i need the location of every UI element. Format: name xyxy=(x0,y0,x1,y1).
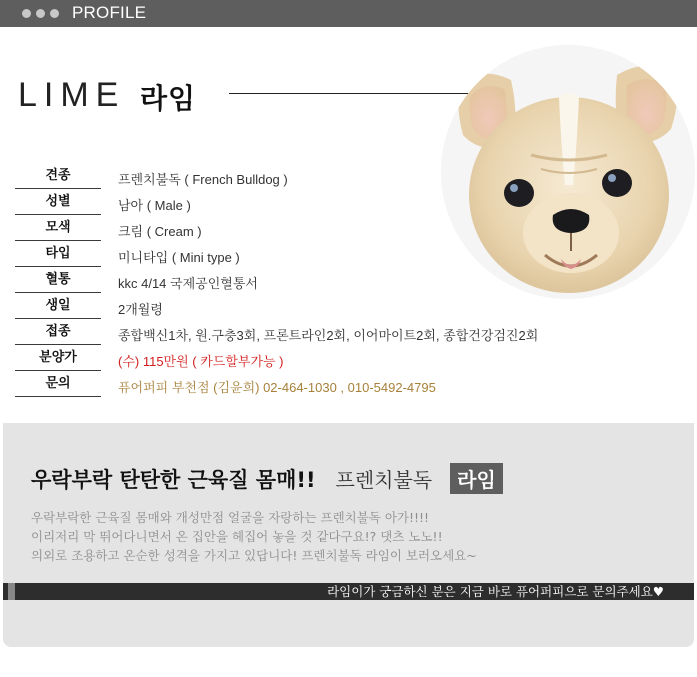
header-dots-icon xyxy=(22,9,59,18)
info-row-type xyxy=(15,242,555,268)
promo-name-badge: 라임 xyxy=(450,463,503,494)
price-value: (수) 115만원 ( 카드할부가능 ) xyxy=(118,354,284,369)
info-label: 혈통 xyxy=(15,268,101,293)
cta-text: 라임이가 궁금하신 분은 지금 바로 퓨어퍼피으로 문의주세요♥ xyxy=(327,584,664,599)
promo-line: 이리저리 막 뛰어다니면서 온 집안을 헤집어 놓을 것 같다구요!? 댓츠 노노!! xyxy=(31,529,443,544)
promo-breed: 프렌치불독 xyxy=(335,468,433,492)
info-row-sex xyxy=(15,190,555,216)
info-row-breed xyxy=(15,164,555,190)
info-row-price xyxy=(15,346,555,372)
info-row-vaccination xyxy=(15,320,555,346)
info-row-coat-color xyxy=(15,216,555,242)
cta-stripe xyxy=(8,583,15,600)
profile-info-table xyxy=(15,164,555,398)
promo-headline xyxy=(31,463,503,494)
info-value: 프렌치불독 ( French Bulldog ) xyxy=(118,172,288,187)
cta-bar xyxy=(3,583,694,600)
dog-name-korean: 라임 xyxy=(140,82,197,115)
promo-description xyxy=(31,508,477,565)
promo-line: 의외로 조용하고 온순한 성격을 가지고 있답니다! 프렌치불독 라임이 보러오세요~ xyxy=(31,548,477,563)
info-value: kkc 4/14 국제공인혈통서 xyxy=(118,276,258,291)
name-divider-line xyxy=(229,93,474,94)
info-value: 종합백신1차, 원.구충3회, 프론트라인2회, 이어마이트2회, 종합건강검진2회 xyxy=(118,328,539,343)
contact-value: 퓨어퍼피 부천점 (김윤희) 02-464-1030 , 010-5492-4795 xyxy=(118,380,436,395)
info-label: 성별 xyxy=(15,190,101,215)
info-row-birth xyxy=(15,294,555,320)
info-label: 분양가 xyxy=(15,346,101,371)
info-label: 접종 xyxy=(15,320,101,345)
info-label: 타입 xyxy=(15,242,101,267)
info-value: 미니타입 ( Mini type ) xyxy=(118,250,240,265)
info-value: 크림 ( Cream ) xyxy=(118,224,202,239)
info-label: 모색 xyxy=(15,216,101,241)
promo-line: 우락부락한 근육질 몸매와 개성만점 얼굴을 자랑하는 프렌치불독 아가!!!! xyxy=(31,510,430,525)
promo-headline-text: 우락부락 탄탄한 근육질 몸매!! xyxy=(31,467,316,492)
header-title: PROFILE xyxy=(72,3,147,22)
info-label: 문의 xyxy=(15,372,101,397)
info-value: 남아 ( Male ) xyxy=(118,198,191,213)
info-row-contact xyxy=(15,372,555,398)
info-row-pedigree xyxy=(15,268,555,294)
info-label: 견종 xyxy=(15,164,101,189)
info-value: 2개월령 xyxy=(118,302,163,317)
profile-header-bar xyxy=(0,0,697,27)
info-label: 생일 xyxy=(15,294,101,319)
dog-name-english: LIME xyxy=(18,76,126,114)
